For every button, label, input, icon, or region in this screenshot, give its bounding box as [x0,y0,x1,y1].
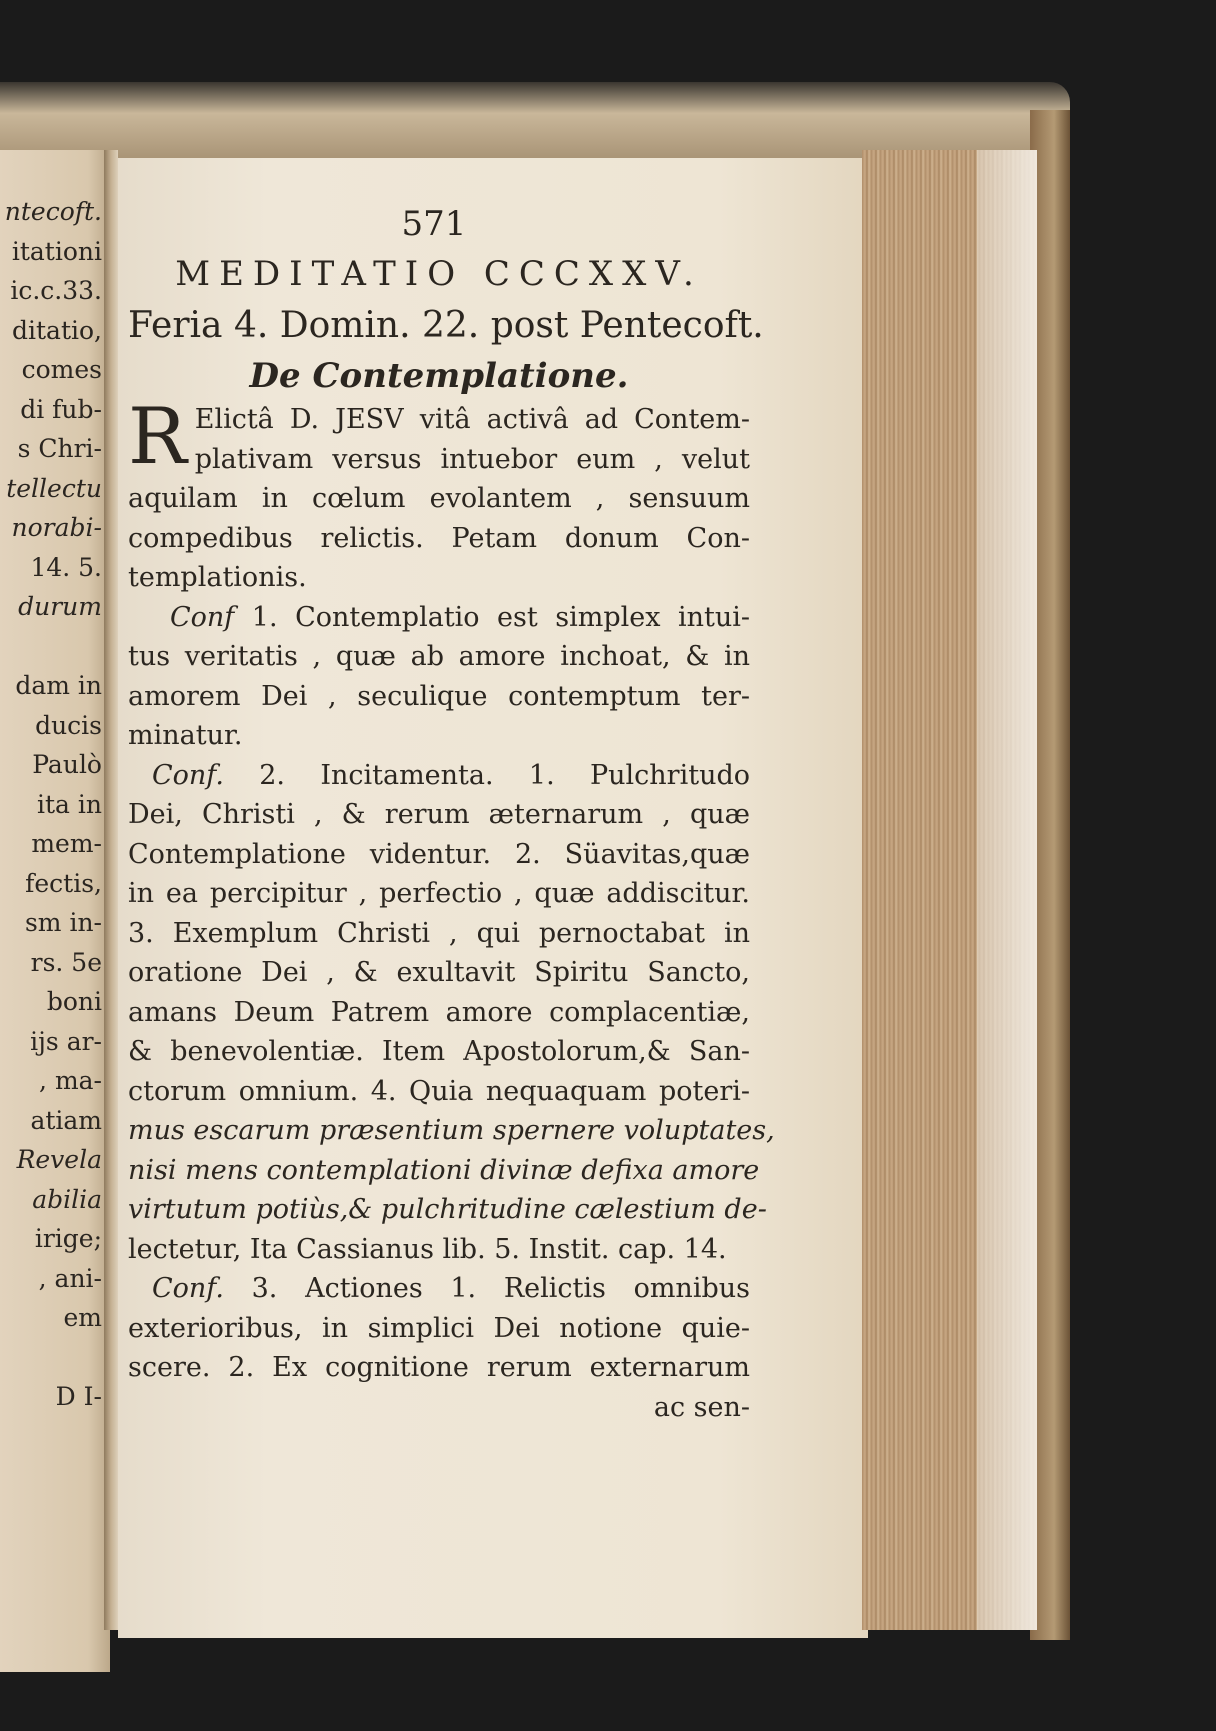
left-page [0,150,110,1672]
text-line: virtutum potiùs,& pulchritudine cælestium de- [128,1194,767,1225]
left-page-line: Paulò [32,750,102,779]
consideration-2 [128,756,775,1270]
book-cover-top [0,82,1070,160]
text-line: in ea percipitur , perfectio , quæ addiscitur. [128,878,750,909]
text-line: amans Deum Patrem amore complacentiæ, [128,996,750,1028]
text-line: & benevolentiæ. Item Apostolorum,& San- [128,1036,750,1067]
intro-paragraph [128,392,750,598]
left-page-line: 14. 5. [30,552,102,582]
left-page-line: abilia [32,1184,102,1214]
text-line: Elictâ D. JESV vitâ activâ ad Contem- [194,404,750,435]
left-page-line: dam in [15,671,102,700]
left-page-line: atiam [30,1105,102,1135]
left-page-line: mem- [31,829,102,858]
left-page-line: , ani- [38,1263,102,1293]
text-line: 3. Actiones 1. Relictis omnibus [223,1273,750,1304]
right-page-text [128,200,775,1428]
text-line: 1. Contemplatio est simplex intui- [234,601,750,633]
text-line: amorem Dei , seculique contemptum ter- [128,680,750,712]
left-page-line [0,1338,110,1378]
left-page-line [0,627,110,667]
left-page-line: ic.c.33. [10,276,102,305]
text-line: Dei, Christi , & rerum æternarum , quæ [128,799,750,830]
text-line: tus veritatis , quæ ab amore inchoat, & in [128,641,750,672]
left-page-line: em [63,1303,102,1332]
text-line: 2. Incitamenta. 1. Pulchritudo [223,759,750,791]
meditation-heading: MEDITATIO CCCXXV. [175,254,703,294]
left-page-line: ntecoft. [4,197,102,226]
left-page-line: ita in [37,789,102,819]
text-line: scere. 2. Ex cognitione rerum externarum [128,1352,750,1383]
left-page-line: irige; [34,1224,102,1253]
left-page-line: fectis, [25,868,102,898]
book-gutter [104,150,118,1630]
left-page-line: durum [18,592,102,621]
cons-label: Conf [170,601,235,633]
left-page-line: , ma- [39,1066,102,1095]
left-page-line: comes [21,355,102,384]
left-page-line: itationi [11,236,102,266]
drop-cap: R [128,392,187,482]
left-page-line: di fub- [20,394,102,424]
left-page-line: ducis [35,710,102,740]
left-page-line: s Chri- [17,434,102,463]
cons-label: Conf. [152,759,224,791]
catchword: ac sen- [653,1391,750,1423]
text-line: minatur. [128,720,243,751]
text-line: plativam versus intuebor eum , velut [194,443,750,475]
text-line: compedibus relictis. Petam donum Con- [128,522,750,554]
consideration-1 [128,598,750,756]
page-number: 571 [401,204,467,244]
cons-label: Conf. [152,1273,224,1304]
text-line: templationis. [128,562,307,593]
text-line: lectetur, Ita Cassianus lib. 5. Instit. cap. 14. [128,1233,727,1265]
left-page-line: ijs ar- [30,1026,102,1056]
text-line: aquilam in cœlum evolantem , sensuum [128,483,750,514]
left-page-line: tellectu [6,473,102,503]
text-line: exterioribus, in simplici Dei notione quie- [128,1312,750,1344]
page-edges [862,150,1037,1630]
left-page-line: D I- [55,1382,102,1411]
text-line: Contemplatione videntur. 2. Süavitas,quæ [128,838,750,870]
text-line: 3. Exemplum Christi , qui pernoctabat in [128,917,750,949]
subtitle: De Contemplatione. [249,356,629,396]
text-line: oratione Dei , & exultavit Spiritu Sancto, [128,957,750,988]
left-page-line: boni [46,987,102,1016]
consideration-3 [128,1269,750,1388]
text-line: nisi mens contemplationi divinæ defixa amore [128,1154,760,1186]
left-page-line: sm in- [24,908,102,937]
left-page-line: ditatio, [12,315,102,345]
feria-line: Feria 4. Domin. 22. post Pentecoft. [128,305,764,346]
left-page-line: Revela [16,1145,102,1174]
left-page-line: norabi- [11,513,102,542]
text-line: mus escarum præsentium spernere voluptates, [128,1115,775,1146]
left-page-line: rs. 5e [30,947,102,977]
text-line: ctorum omnium. 4. Quia nequaquam poteri- [128,1075,750,1107]
